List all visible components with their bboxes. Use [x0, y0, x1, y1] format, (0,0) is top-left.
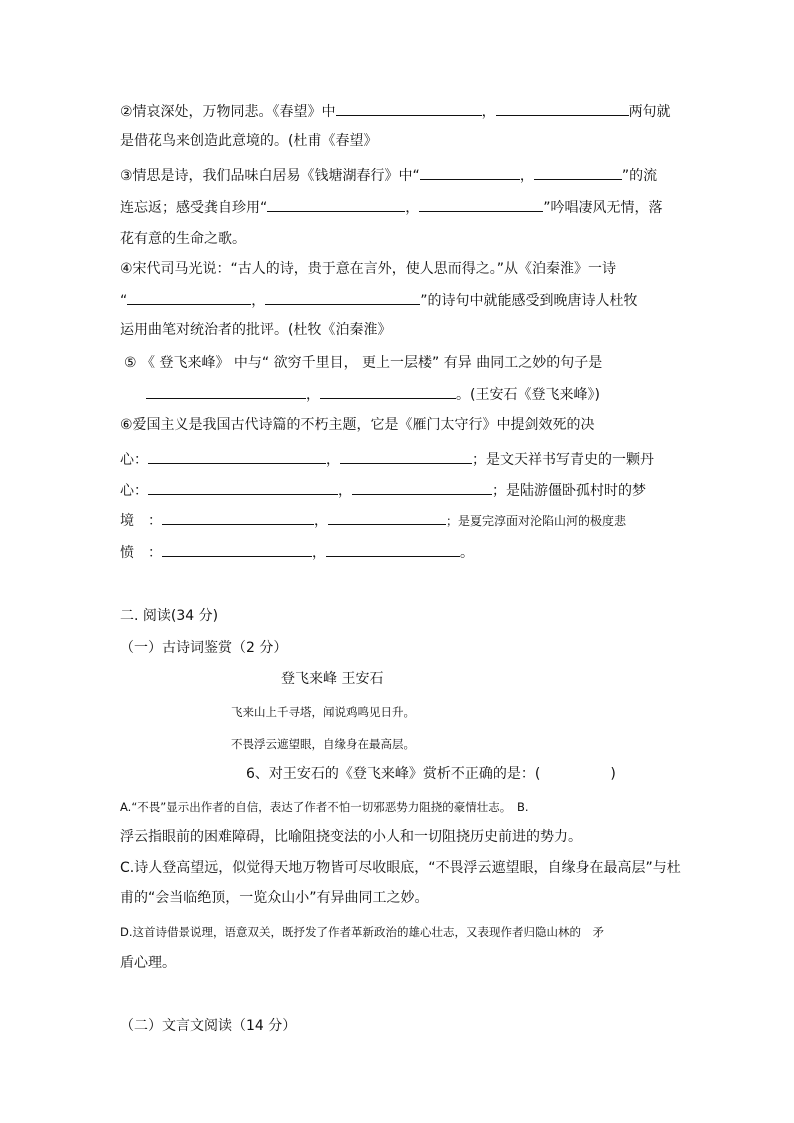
- q4-text-c: ”的诗句中就能感受到晚唐诗人杜牧: [420, 293, 638, 309]
- q6-comma-1: ，: [326, 452, 340, 468]
- option-a: A.“不畏”显示出作者的自信，表达了作者不怕一切邪恶势力阻挠的豪情壮志。 B.: [120, 800, 529, 814]
- q3-blank-1[interactable]: [420, 165, 520, 180]
- q5-comma: ，: [306, 387, 320, 403]
- q6-blank-3[interactable]: [148, 480, 338, 495]
- option-d-line1: D.这首诗借景说理，语意双关，既抒发了作者革新政治的雄心壮志，又表现作者归隐山林的 矛: [120, 925, 605, 939]
- q3-comma-2: ，: [405, 200, 420, 216]
- q6-text-e: ；是陆游僵卧孤村时的梦: [492, 483, 646, 499]
- q6-comma-3: ，: [314, 513, 328, 529]
- q2-text-a: ②情哀深处，万物同悲。《春望》中: [120, 104, 336, 120]
- q6-blank-1[interactable]: [148, 449, 326, 464]
- q6-blank-5[interactable]: [162, 510, 314, 525]
- q4-blank-1[interactable]: [127, 290, 251, 305]
- q2-text-b: 两句就: [628, 104, 671, 120]
- poem-line-2: 不畏浮云遮望眼，自缘身在最高层。: [231, 737, 415, 751]
- q3-text-a: ③情思是诗，我们品味白居易《钱塘湖春行》中“: [120, 168, 420, 184]
- q6-blank-4[interactable]: [352, 480, 492, 495]
- q4-text-d: 运用曲笔对统治者的批评。(杜牧《泊秦淮》: [120, 322, 392, 338]
- q6-comma-4: ，: [312, 545, 326, 561]
- q6-text-c: ；是文天祥书写青史的一颗丹: [472, 452, 654, 468]
- q6-line2: [120, 449, 654, 470]
- q6-text-a: ⑥爱国主义是我国古代诗篇的不朽主题，它是《雁门太守行》中提剑效死的决: [120, 417, 595, 433]
- q6-text-d: 心：: [120, 483, 148, 499]
- q4-line2: [120, 290, 638, 311]
- q2-blank-1[interactable]: [336, 101, 482, 116]
- q3-text-c: 连忘返；感受龚自珍用“: [120, 200, 268, 216]
- q6-text-h: 愤 ：: [120, 545, 162, 561]
- q6-text-b: 心：: [120, 452, 148, 468]
- q5-blank-2[interactable]: [320, 384, 456, 399]
- q3-line3: [120, 229, 246, 249]
- q6-line1: [120, 415, 595, 435]
- q6-text-i: 。: [460, 545, 474, 561]
- subsection-heading-classical: （二）文言文阅读（14 分）: [120, 1018, 297, 1034]
- q6-blank-6[interactable]: [328, 510, 446, 525]
- q2-line1: [120, 101, 671, 122]
- option-d-line2: 盾心理。: [120, 955, 176, 971]
- q3-blank-4[interactable]: [419, 197, 543, 212]
- option-c-line1: C.诗人登高望远，似觉得天地万物皆可尽收眼底，“不畏浮云遮望眼，自缘身在最高层”与杜: [120, 860, 681, 876]
- option-c-line2: 甫的“会当临绝顶，一览众山小”有异曲同工之妙。: [120, 890, 429, 906]
- q6-blank-7[interactable]: [162, 542, 312, 557]
- q2-text-c: 是借花鸟来创造此意境的。(杜甫《春望》: [120, 133, 378, 149]
- q6-line5: [120, 542, 474, 563]
- poem-line-1: 飞来山上千寻塔，闻说鸡鸣见日升。: [231, 705, 415, 719]
- q5-line1: [124, 353, 602, 373]
- q5-line2: [146, 384, 600, 405]
- q3-blank-3[interactable]: [267, 197, 405, 212]
- question-6: 6、对王安石的《登飞来峰》赏析不正确的是：( ): [246, 766, 616, 782]
- q3-text-e: 花有意的生命之歌。: [120, 231, 246, 247]
- q6-line4: [120, 510, 626, 531]
- q4-line3: [120, 320, 391, 340]
- q2-blank-2[interactable]: [496, 101, 629, 116]
- q6-blank-2[interactable]: [340, 449, 472, 464]
- q5-blank-1[interactable]: [146, 384, 306, 399]
- q6-line3: [120, 480, 646, 501]
- q3-line1: [120, 165, 657, 186]
- q6-blank-8[interactable]: [326, 542, 460, 557]
- q2-comma: ，: [481, 104, 496, 120]
- q4-comma: ，: [251, 293, 266, 309]
- q3-blank-2[interactable]: [534, 165, 622, 180]
- q4-blank-2[interactable]: [265, 290, 420, 305]
- q5-text-b: 。(王安石《登飞来峰》): [456, 387, 600, 403]
- q5-text-a: ⑤ 《 登飞来峰》 中与“ 欲穷千里目， 更上一层楼” 有异 曲同工之妙的句子是: [124, 355, 603, 371]
- section-heading: 二. 阅读(34 分): [120, 608, 219, 624]
- q3-comma: ，: [519, 168, 534, 184]
- q2-line2: [120, 131, 377, 151]
- q6-comma-2: ，: [338, 483, 352, 499]
- q4-text-b: “: [120, 293, 128, 309]
- poem-title: 登飞来峰 王安石: [281, 671, 384, 687]
- q3-text-d: ”吟唱凄风无情，落: [543, 200, 663, 216]
- q3-text-b: ”的流: [621, 168, 658, 184]
- subsection-heading-poetry: （一）古诗词鉴赏（2 分）: [120, 640, 288, 656]
- q3-line2: [120, 197, 663, 218]
- option-b: 浮云指眼前的困难障碍，比喻阻挠变法的小人和一切阻挠历史前进的势力。: [120, 829, 582, 845]
- q6-text-g: ；是夏完淳面对沦陷山河的极度悲: [446, 514, 627, 528]
- q4-line1: [120, 259, 616, 279]
- q6-text-f: 境 ：: [120, 513, 162, 529]
- q4-text-a: ④宋代司马光说：“古人的诗，贵于意在言外，使人思而得之。”从《泊秦淮》一诗: [120, 261, 617, 277]
